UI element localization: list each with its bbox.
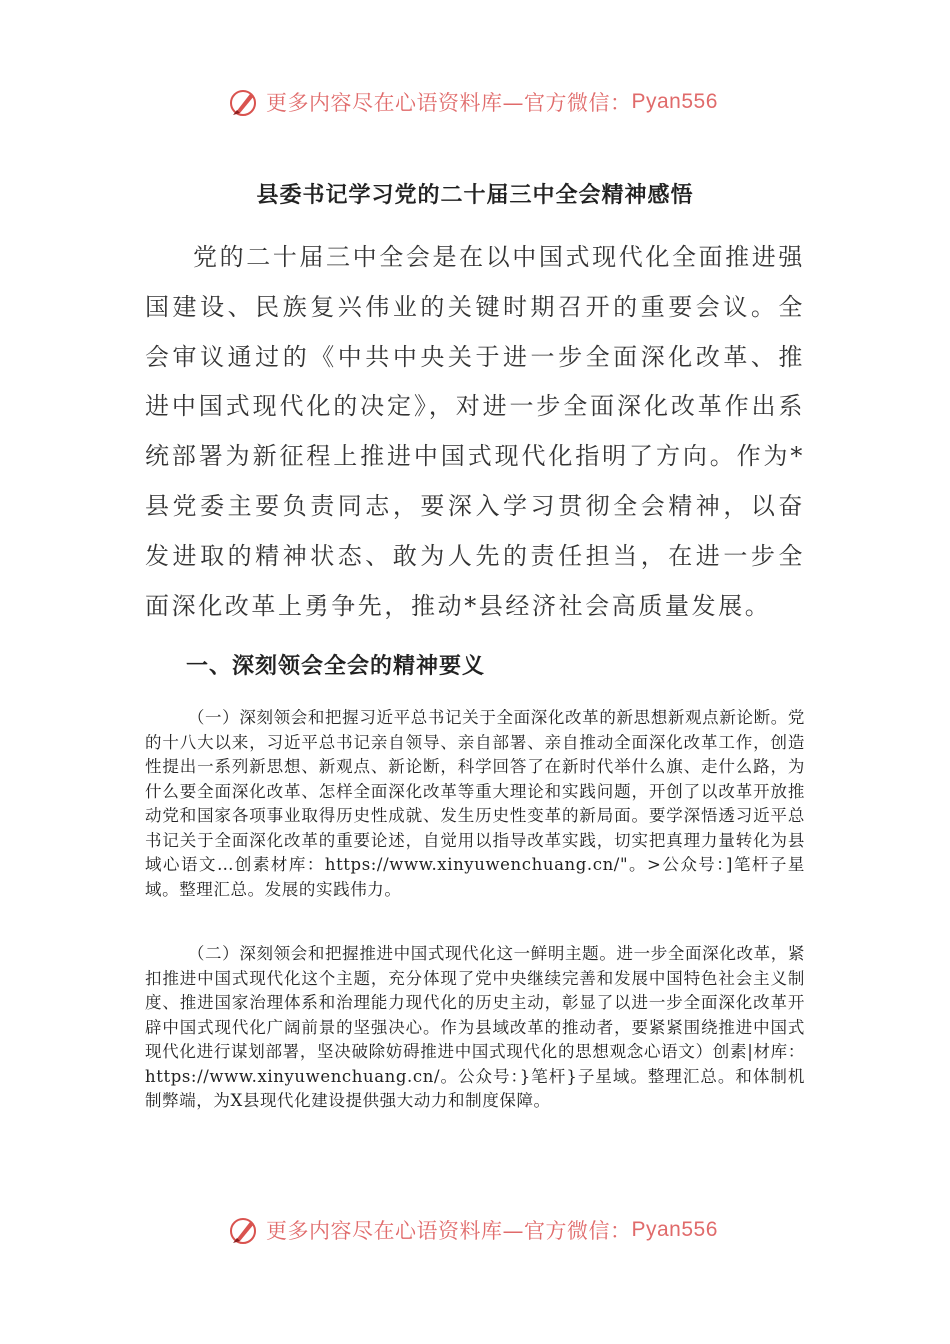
- watermark-banner-bottom: [228, 1210, 718, 1250]
- pen-logo-icon: [228, 86, 260, 118]
- section-heading-1: 一、深刻领会全会的精神要义: [186, 654, 486, 679]
- intro-paragraph: 党的二十届三中全会是在以中国式现代化全面推进强国建设、民族复兴伟业的关键时期召开的重要会议。全会审议通过的《中共中央关于进一步全面深化改革、推进中国式现代化的决定》，对进一步全面深化改革作出系统部署为新征程上推进中国式现代化指明了方向。作为*县党委主要负责同志，要深入学习贯彻全会精神，以奋发进取的精神状态、敢为人先的责任担当，在进一步全面深化改革上勇争先，推动*县经济社会高质量发展。: [145, 243, 805, 620]
- watermark-text: 更多内容尽在心语资料库—官方微信：: [266, 1219, 632, 1243]
- watermark-banner-top: [228, 82, 718, 122]
- watermark-text: 更多内容尽在心语资料库—官方微信：: [266, 91, 632, 115]
- document-title: 县委书记学习党的二十届三中全会精神感悟: [256, 183, 694, 208]
- watermark-wechat-id: Pyan556: [631, 1218, 718, 1241]
- watermark-wechat-id: Pyan556: [631, 90, 718, 113]
- body-paragraph-2: （二）深刻领会和把握推进中国式现代化这一鲜明主题。进一步全面深化改革，紧扣推进中国式现代化这个主题，充分体现了党中央继续完善和发展中国特色社会主义制度、推进国家治理体系和治理能力现代化的历史主动，彰显了以进一步全面深化改革开辟中国式现代化广阔前景的坚强决心。作为县域改革的推动者，要紧紧围绕推进中国式现代化进行谋划部署，坚决破除妨碍推进中国式现代化的思想观念心语文）创素|材库：https://www.xinyuwenchuang.cn/。公众号：}笔杆}子星域。整理汇总。和体制机制弊端，为X县现代化建设提供强大动力和制度保障。: [145, 944, 805, 1110]
- pen-logo-icon: [228, 1214, 260, 1246]
- body-paragraph-1: （一）深刻领会和把握习近平总书记关于全面深化改革的新思想新观点新论断。党的十八大以来，习近平总书记亲自领导、亲自部署、亲自推动全面深化改革工作，创造性提出一系列新思想、新观点、新论断，科学回答了在新时代举什么旗、走什么路，为什么要全面深化改革、怎样全面深化改革等重大理论和实践问题，开创了以改革开放推动党和国家各项事业取得历史性成就、发生历史性变革的新局面。要学深悟透习近平总书记关于全面深化改革的重要论述，自觉用以指导改革实践，切实把真理力量转化为县域心语文…创素材库：https://www.xinyuwenchuang.cn/"。>公众号：]笔杆子星域。整理汇总。发展的实践伟力。: [145, 708, 805, 899]
